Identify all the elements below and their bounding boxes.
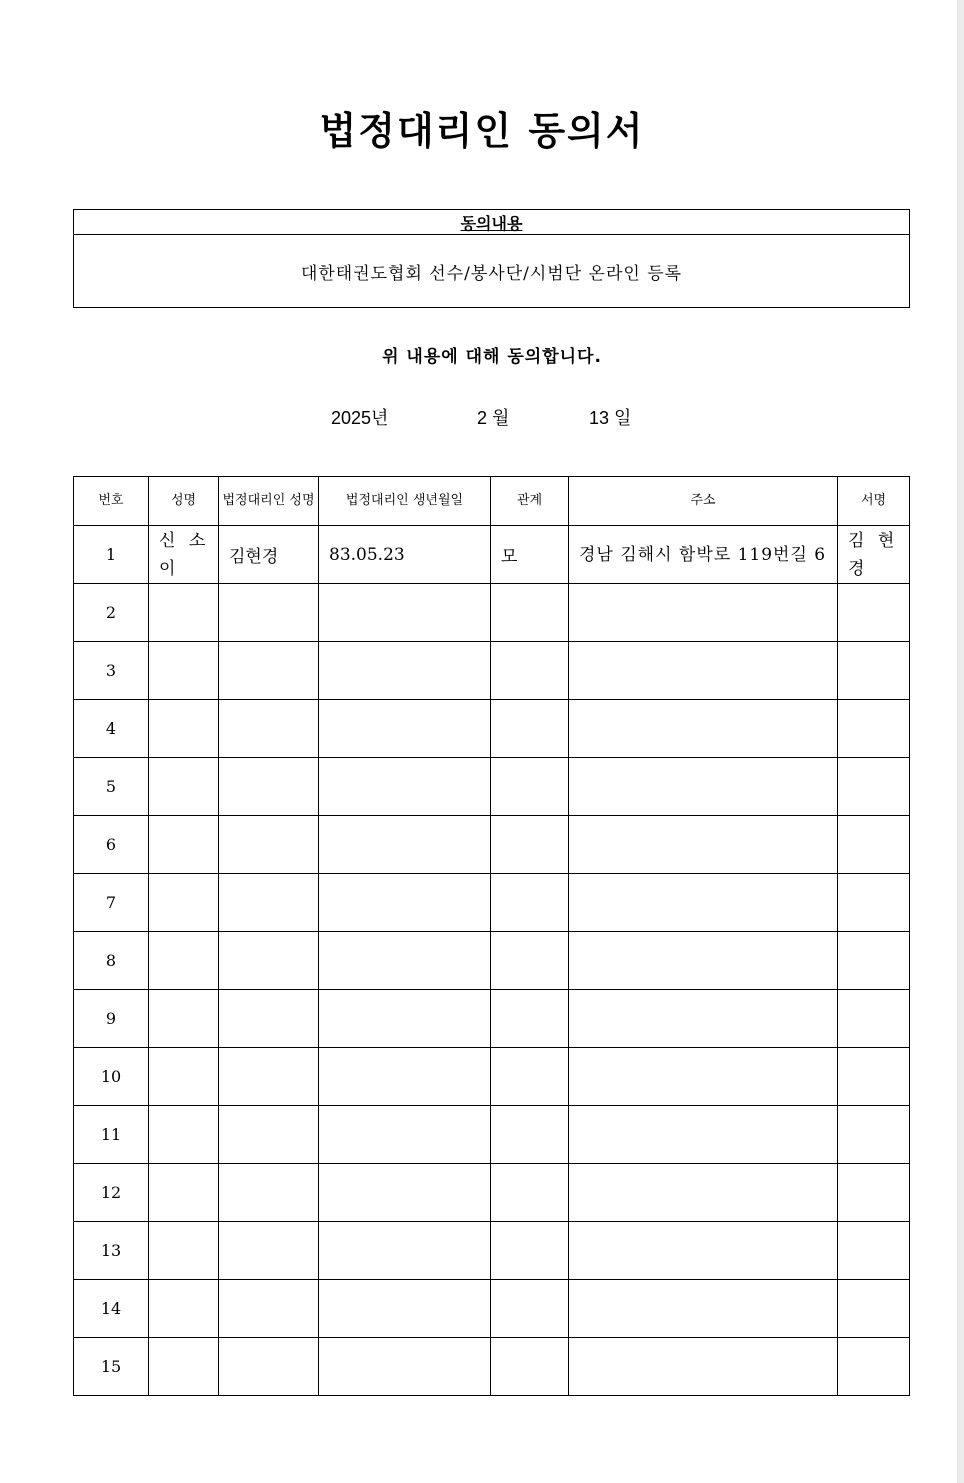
table-row <box>74 1280 910 1338</box>
cell-name <box>149 1106 219 1164</box>
cell-guardian-name <box>219 816 319 874</box>
cell-no: 12 <box>74 1164 149 1222</box>
cell-relation <box>491 1338 569 1396</box>
cell-guardian-name <box>219 584 319 642</box>
cell-signature <box>838 1164 910 1222</box>
table-row <box>74 526 910 584</box>
header-relation: 관계 <box>491 477 569 526</box>
cell-name <box>149 758 219 816</box>
cell-address <box>569 1280 838 1338</box>
cell-signature <box>838 642 910 700</box>
table-row <box>74 1338 910 1396</box>
cell-signature <box>838 584 910 642</box>
cell-guardian-name <box>219 874 319 932</box>
cell-signature <box>838 874 910 932</box>
cell-guardian-name <box>219 1106 319 1164</box>
cell-address: 경남 김해시 함박로 119번길 6 <box>569 526 838 584</box>
cell-signature: 김 현 경 <box>838 526 910 584</box>
cell-name <box>149 1222 219 1280</box>
cell-guardian-birth <box>319 1048 491 1106</box>
cell-address <box>569 1338 838 1396</box>
cell-relation <box>491 874 569 932</box>
cell-guardian-name <box>219 700 319 758</box>
cell-relation <box>491 700 569 758</box>
header-address: 주소 <box>569 477 838 526</box>
cell-address <box>569 1164 838 1222</box>
cell-guardian-birth <box>319 584 491 642</box>
cell-address <box>569 758 838 816</box>
cell-no: 8 <box>74 932 149 990</box>
guardian-table <box>73 476 910 1396</box>
cell-relation <box>491 1048 569 1106</box>
cell-address <box>569 642 838 700</box>
cell-guardian-name <box>219 1222 319 1280</box>
cell-relation <box>491 1164 569 1222</box>
cell-address <box>569 874 838 932</box>
cell-no: 11 <box>74 1106 149 1164</box>
cell-guardian-birth <box>319 932 491 990</box>
cell-name <box>149 1164 219 1222</box>
cell-no: 1 <box>74 526 149 584</box>
header-name: 성명 <box>149 477 219 526</box>
cell-no: 7 <box>74 874 149 932</box>
cell-relation <box>491 990 569 1048</box>
cell-name <box>149 642 219 700</box>
consent-box <box>73 209 910 308</box>
cell-signature <box>838 700 910 758</box>
cell-no: 5 <box>74 758 149 816</box>
cell-relation <box>491 816 569 874</box>
cell-signature <box>838 1222 910 1280</box>
cell-signature <box>838 1338 910 1396</box>
header-guardian-name: 법정대리인 성명 <box>219 477 319 526</box>
cell-relation <box>491 932 569 990</box>
cell-signature <box>838 758 910 816</box>
cell-signature <box>838 1280 910 1338</box>
cell-signature <box>838 990 910 1048</box>
cell-guardian-name: 김현경 <box>219 526 319 584</box>
cell-no: 2 <box>74 584 149 642</box>
cell-guardian-name <box>219 1338 319 1396</box>
cell-no: 9 <box>74 990 149 1048</box>
cell-guardian-name <box>219 1164 319 1222</box>
cell-guardian-birth <box>319 1222 491 1280</box>
cell-name <box>149 816 219 874</box>
cell-guardian-birth <box>319 816 491 874</box>
cell-guardian-name <box>219 932 319 990</box>
table-row <box>74 1106 910 1164</box>
cell-address <box>569 1048 838 1106</box>
cell-no: 13 <box>74 1222 149 1280</box>
cell-guardian-birth <box>319 990 491 1048</box>
consent-content: 대한태권도협회 선수/봉사단/시범단 온라인 등록 <box>74 235 910 308</box>
consent-header-cell <box>74 210 910 235</box>
date-day: 13 일 <box>589 408 632 428</box>
table-row <box>74 700 910 758</box>
cell-name <box>149 584 219 642</box>
cell-relation <box>491 1280 569 1338</box>
cell-guardian-name <box>219 1048 319 1106</box>
cell-name <box>149 1048 219 1106</box>
cell-guardian-name <box>219 758 319 816</box>
cell-no: 6 <box>74 816 149 874</box>
table-row <box>74 1164 910 1222</box>
cell-relation <box>491 758 569 816</box>
cell-relation <box>491 642 569 700</box>
cell-guardian-name <box>219 642 319 700</box>
cell-guardian-birth <box>319 1338 491 1396</box>
date-year: 2025년 <box>331 408 389 428</box>
cell-signature <box>838 1048 910 1106</box>
cell-signature <box>838 816 910 874</box>
cell-name <box>149 990 219 1048</box>
cell-guardian-birth <box>319 642 491 700</box>
cell-no: 14 <box>74 1280 149 1338</box>
cell-no: 3 <box>74 642 149 700</box>
cell-address <box>569 584 838 642</box>
cell-guardian-birth: 83.05.23 <box>319 526 491 584</box>
cell-name: 신 소 이 <box>149 526 219 584</box>
cell-guardian-name <box>219 990 319 1048</box>
table-row <box>74 816 910 874</box>
cell-address <box>569 816 838 874</box>
consent-header: 동의내용 <box>460 213 523 233</box>
cell-no: 15 <box>74 1338 149 1396</box>
cell-name <box>149 932 219 990</box>
table-row <box>74 990 910 1048</box>
cell-relation <box>491 584 569 642</box>
cell-guardian-name <box>219 1280 319 1338</box>
cell-relation <box>491 1106 569 1164</box>
document-title: 법정대리인 동의서 <box>319 109 645 153</box>
cell-guardian-birth <box>319 758 491 816</box>
cell-guardian-birth <box>319 1106 491 1164</box>
cell-address <box>569 932 838 990</box>
cell-name <box>149 1280 219 1338</box>
agreement-statement: 위 내용에 대해 동의합니다. <box>382 347 602 367</box>
header-no: 번호 <box>74 477 149 526</box>
header-guardian-birth: 법정대리인 생년월일 <box>319 477 491 526</box>
cell-name <box>149 874 219 932</box>
cell-guardian-birth <box>319 700 491 758</box>
table-row <box>74 874 910 932</box>
table-row <box>74 932 910 990</box>
header-signature: 서명 <box>838 477 910 526</box>
cell-relation: 모 <box>491 526 569 584</box>
table-row <box>74 1222 910 1280</box>
table-row <box>74 758 910 816</box>
date-month: 2 월 <box>477 408 510 428</box>
cell-address <box>569 990 838 1048</box>
cell-signature <box>838 932 910 990</box>
table-row <box>74 1048 910 1106</box>
scrollbar-track[interactable] <box>957 0 964 1483</box>
cell-name <box>149 1338 219 1396</box>
cell-guardian-birth <box>319 874 491 932</box>
cell-address <box>569 1106 838 1164</box>
cell-no: 10 <box>74 1048 149 1106</box>
cell-address <box>569 700 838 758</box>
table-header-row <box>74 477 910 526</box>
cell-address <box>569 1222 838 1280</box>
table-row <box>74 642 910 700</box>
cell-name <box>149 700 219 758</box>
cell-relation <box>491 1222 569 1280</box>
cell-no: 4 <box>74 700 149 758</box>
cell-signature <box>838 1106 910 1164</box>
cell-guardian-birth <box>319 1280 491 1338</box>
cell-guardian-birth <box>319 1164 491 1222</box>
table-row <box>74 584 910 642</box>
